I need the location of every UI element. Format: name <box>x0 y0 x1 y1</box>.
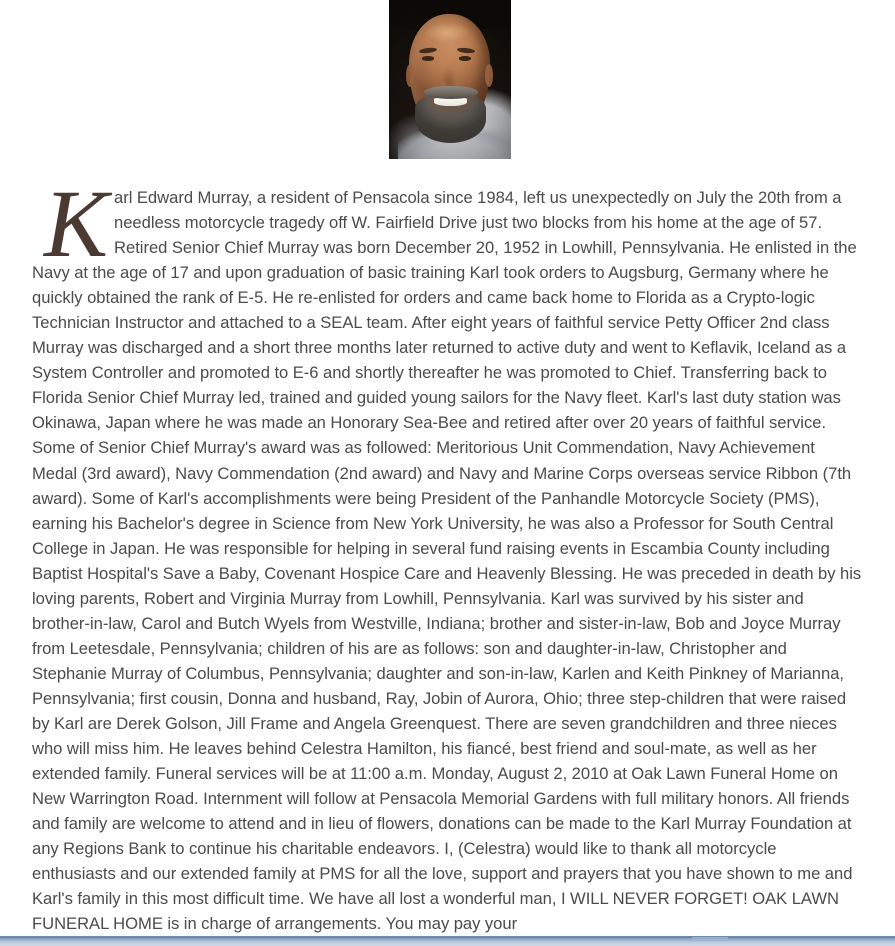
bottom-window-chrome-strip[interactable] <box>0 936 895 946</box>
drop-cap-letter: K <box>44 170 109 277</box>
obituary-text-block <box>0 159 895 936</box>
scrollbar-nub[interactable] <box>692 937 728 941</box>
obituary-body-text: arl Edward Murray, a resident of Pensacola since 1984, left us unexpectedly on July the 20th from a needless motorcycle tragedy off W. Fairfield Drive just two blocks from his home at the age of 57. Retired Senior Chief Murray was born December 20, 1952 in Lowhill, Pennsylvania. He enlisted in the Navy at the age of 17 and upon graduation of basic training Karl took orders to Augsburg, Germany where he quickly obtained the rank of E-5. He re-enlisted for orders and came back home to Florida as a Crypto-logic Technician Instructor and attached to a SEAL team. After eight years of faithful service Petty Officer 2nd class Murray was discharged and a short three months later returned to active duty and went to Keflavik, Iceland as a System Controller and promoted to E-6 and shortly thereafter he was promoted to Chief. Transferring back to Florida Senior Chief Murray led, trained and guided young sailors for the Navy fleet. Karl's last duty station was Okinawa, Japan where he was made an Honorary Sea-Bee and retired after over 20 years of faithful service. Some of Senior Chief Murray's award was as followed: Meritorious Unit Commendation, Navy Achievement Medal (3rd award), Navy Commendation (2nd award) and Navy and Marine Corps overseas service Ribbon (7th award). Some of Karl's accomplishments were being President of the Panhandle Motorcycle Society (PMS), earning his Bachelor's degree in Science from New York University, he was also a Professor for South Central College in Japan. He was responsible for helping in several fund raising events in Escambia County including Baptist Hospital's Save a Baby, Covenant Hospice Care and Heavenly Blessing. He was preceded in death by his loving parents, Robert and Virginia Murray from Lowhill, Pennsylvania. Karl was survived by his sister and brother-in-law, Carol and Butch Wyels from Westville, Indiana; brother and sister-in-law, Bob and Joyce Murray from Leetesdale, Pennsylvania; children of his are as follows: son and daughter-in-law, Christopher and Stephanie Murray of Columbus, Pennsylvania; daughter and son-in-law, Karlen and Keith Pinkney of Marianna, Pennsylvania; first cousin, Donna and husband, Ray, Jobin of Aurora, Ohio; three step-children that were raised by Karl are Derek Golson, Jill Frame and Angela Greenquest. There are seven grandchildren and three nieces who will miss him. He leaves behind Celestra Hamilton, his fiancé, best friend and soul-mate, as well as her extended family. Funeral services will be at 11:00 a.m. Monday, August 2, 2010 at Oak Lawn Funeral Home on New Warrington Road. Internment will follow at Pensacola Memorial Gardens with full military honors. All friends and family are welcome to attend and in lieu of flowers, donations can be made to the Karl Murray Foundation at any Regions Bank to continue his charitable endeavors. I, (Celestra) would like to thank all motorcycle enthusiasts and our extended family at PMS for all the love, support and prayers that you have shown to me and Karl's family in this most difficult time. We have all lost a wonderful man, I WILL NEVER FORGET! OAK LAWN FUNERAL HOME is in charge of arrangements. You may pay your <box>32 188 862 934</box>
portrait-photo-container <box>0 0 895 159</box>
photo-vignette <box>389 0 511 159</box>
portrait-photo <box>389 0 511 159</box>
